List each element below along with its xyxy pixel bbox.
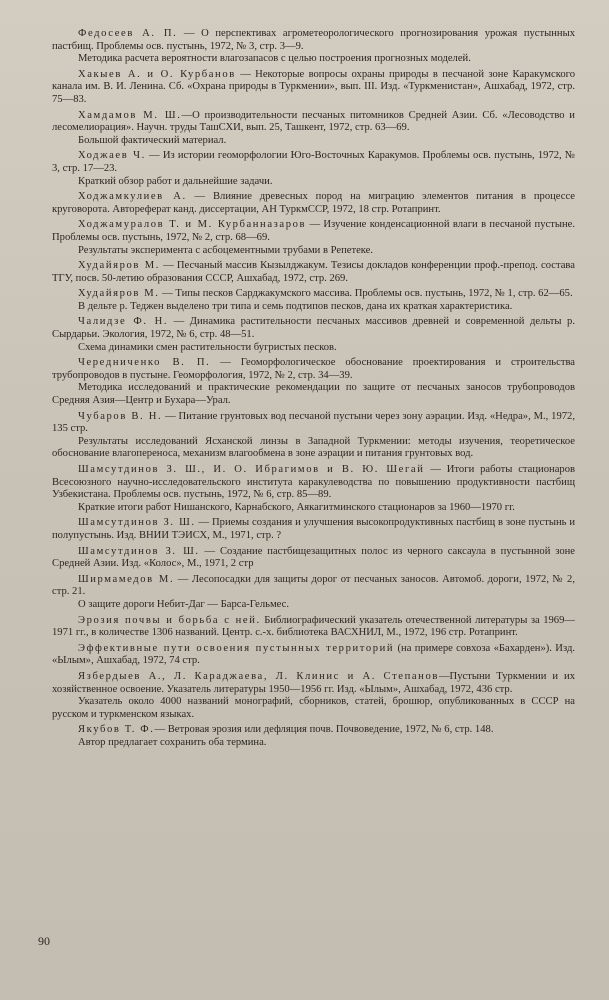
entry-reference: — Приемы создания и улучшения высокопродуктивных пастбищ в зоне пустынь и полупустынь. Изд. ВНИИ ТЭИСХ, М., 1971, стр. ? (52, 517, 575, 541)
entry-reference: Библиографический указатель отечественной литературы за 1969—1971 гг., в количестве 1306 названий. Центр. с.-х. библиотека ВАСХНИЛ, М., 1972, 196 стр. Ротапринт. (52, 614, 575, 639)
bibliography-entry (52, 643, 575, 668)
bibliography-entry (52, 28, 575, 66)
entry-annotation: Краткий обзор работ и дальнейшие задачи. (78, 175, 273, 187)
bibliography-entry (52, 357, 575, 407)
entry-citation (52, 316, 575, 341)
entry-author: Эрозия почвы и борьба с ней. (78, 614, 261, 626)
entry-author: Чубаров В. Н. (78, 410, 163, 422)
bibliography-entry (52, 288, 575, 313)
entry-author: Ходжамкулиев А. (78, 191, 187, 203)
entry-reference: — Из истории геоморфологии Юго-Восточных Каракумов. Проблемы осв. пустынь, 1972, № 3, стр. 17—23. (52, 150, 575, 174)
entry-citation (52, 69, 575, 107)
entry-author: Хакыев А. и О. Курбанов (78, 68, 236, 80)
bibliography-entry (52, 671, 575, 721)
entry-author: Ширмамедов М. (78, 573, 175, 585)
entry-reference: — Лесопосадки для защиты дорог от песчаных заносов. Автомоб. дороги, 1972, № 2, стр. 21. (52, 573, 575, 598)
entry-annotation: Краткие итоги работ Нишанского, Карнабского, Аякагитминского стационаров за 1960—1970 гг. (78, 501, 515, 513)
entry-annotation: Методика исследований и практические рекомендации по защите от песчаных заносов трубопроводов Средняя Азия—Центр и Бухара—Урал. (52, 382, 575, 407)
entry-author: Худайяров М. (78, 260, 160, 272)
entry-author: Шамсутдинов З. Ш., И. О. Ибрагимов и В. Ю. Шегай (78, 464, 425, 475)
page-number: 90 (38, 934, 50, 948)
entry-citation (52, 288, 575, 301)
entry-citation (52, 643, 575, 668)
entry-annotation: В дельте р. Теджен выделено три типа и семь подтипов песков, дана их краткая характеристика. (78, 300, 513, 312)
entry-citation (52, 546, 575, 571)
entry-author: Эффективные пути освоения пустынных территорий (78, 642, 395, 654)
entry-reference: — Итоги работы стационаров Всесоюзного научно-исследовательского института каракулеводства по повышению продуктивности пастбищ Узбекистана. Проблемы осв. пустынь, 1972, № 6, стр. 85—89. (52, 464, 575, 501)
entry-citation (52, 357, 575, 382)
entry-reference: — Питание грунтовых вод песчаной пустыни через зону аэрации. Изд. «Недра», М., 1972, 135 стр. (52, 410, 575, 435)
entry-annotation: Результаты эксперимента с асбоцементными трубами в Репетеке. (78, 244, 374, 256)
entry-reference: — Песчаный массив Кызылджакум. Тезисы докладов конференции проф.-препод. состава ТГУ, посв. 50-летию образования СССР, Ашхабад, 1972, стр. 269. (52, 260, 575, 284)
entry-citation (52, 464, 575, 502)
bibliography-entry (52, 260, 575, 285)
entry-reference: —О производительности песчаных питомников Средней Азии. Сб. «Лесоводство и лесомелиорация». Научн. труды ТашСХИ, вып. 25, Ташкент, 1972, стр. 63—69. (52, 109, 575, 134)
entry-author: Федосеев А. П. (78, 28, 178, 39)
entry-author: Чалидзе Ф. Н. (78, 316, 169, 328)
entry-citation (52, 191, 575, 216)
entry-citation (52, 574, 575, 599)
entry-annotation: Автор предлагает сохранить оба термина. (78, 736, 267, 748)
entry-annotation: Результаты исследований Ясханской линзы в Западной Туркмении: методы изучения, теоретическое обоснование влагопереноса, механизм влагообмена в зоне аэрации и питания грунтовых вод. (52, 435, 575, 460)
entry-citation (52, 150, 575, 175)
entry-annotation: Большой фактический материал. (78, 134, 227, 146)
entry-author: Хамдамов М. Ш. (78, 109, 182, 121)
entry-annotation: Схема динамики смен растительности бугристых песков. (78, 341, 337, 353)
entry-reference: — Влияние древесных пород на миграцию элементов питания в процессе круговорота. Автореферат канд. диссертации, АН ТуркмССР, 1972, 18 стр. Ротапринт. (52, 191, 575, 215)
entry-citation (52, 110, 575, 135)
entry-author: Шамсутдинов З. Ш. (78, 517, 196, 529)
entry-citation (52, 724, 575, 737)
entry-reference: — Геоморфологическое обоснование проектирования и строительства трубопроводов в пустыне. Геоморфология, 1972, № 2, стр. 34—39. (52, 357, 576, 381)
bibliography-entry (52, 411, 575, 461)
entry-reference: — Динамика растительности песчаных массивов древней и современной дельты р. Сырдарьи. Экология, 1972, № 6, стр. 48—51. (52, 316, 575, 341)
entry-reference: — Типы песков Сарджакумского массива. Проблемы осв. пустынь, 1972, № 1, стр. 62—65. (159, 288, 573, 300)
bibliography-entry (52, 724, 575, 749)
entry-citation (52, 219, 575, 244)
entry-citation (52, 411, 575, 436)
bibliography-entry (52, 574, 575, 612)
bibliography-entry (52, 615, 575, 640)
bibliography-entry (52, 464, 575, 514)
entry-reference: — Создание пастбищезащитных полос из черного саксаула в пустынной зоне Средней Азии. Изд. «Колос», М., 1971, 2 стр (52, 545, 575, 570)
entry-reference: — Ветровая эрозия или дефляция почв. Почвоведение, 1972, № 6, стр. 148. (154, 724, 494, 736)
entry-author: Шамсутдинов З. Ш. (78, 545, 200, 557)
entry-citation (52, 671, 575, 696)
entry-author: Якубов Т. Ф. (78, 724, 155, 736)
entry-annotation: Указатель около 4000 названий монографий, сборников, статей, брошюр, опубликованных в СССР на русском и туркменском языках. (52, 696, 575, 720)
bibliography-list (52, 28, 575, 749)
entry-reference: — Изучение конденсационной влаги в песчаной пустыне. Проблемы осв. пустынь, 1972, № 2, стр. 68—69. (52, 219, 575, 243)
entry-citation (52, 260, 575, 285)
entry-author: Чередниченко В. П. (78, 357, 211, 369)
bibliography-entry (52, 219, 575, 257)
entry-citation (52, 517, 575, 542)
entry-author: Ходжамуралов Т. и М. Курбанназаров (78, 219, 307, 231)
entry-author: Худайяров М. (78, 288, 160, 300)
bibliography-entry (52, 150, 575, 188)
entry-citation (52, 28, 575, 53)
bibliography-entry (52, 110, 575, 148)
entry-annotation: О защите дороги Небит-Даг — Барса-Гельмес. (78, 598, 289, 610)
entry-reference: — О перспективах агрометеорологического прогнозирования урожая пустынных пастбищ. Проблемы осв. пустынь, 1972, № 3, стр. 3—9. (52, 28, 575, 52)
entry-annotation: Методика расчета вероятности влагозапасов с целью построения прогнозных моделей. (78, 53, 471, 65)
entry-reference: (на примере совхоза «Бахарден»). Изд. «Ылым», Ашхабад, 1972, 74 стр. (52, 642, 575, 667)
bibliography-entry (52, 546, 575, 571)
entry-author: Ходжаев Ч. (78, 150, 146, 162)
bibliography-entry (52, 69, 575, 107)
entry-citation (52, 615, 575, 640)
bibliography-entry (52, 517, 575, 542)
bibliography-entry (52, 191, 575, 216)
entry-reference: — Некоторые вопросы охраны природы в песчаной зоне Каракумского канала им. В. И. Ленина. Сб. «Охрана природы в Туркмении», вып. III. Изд. «Туркменистан», Ашхабад, 1972, стр. 75—83. (52, 68, 575, 105)
entry-author: Язбердыев А., Л. Караджаева, Л. Клинис и А. Степанов (78, 670, 439, 682)
entry-reference: —Пустыни Туркмении и их хозяйственное освоение. Указатель литературы 1950—1956 гг. Изд. «Ылым», Ашхабад, 1972, 436 стр. (52, 670, 576, 695)
bibliography-entry (52, 316, 575, 354)
